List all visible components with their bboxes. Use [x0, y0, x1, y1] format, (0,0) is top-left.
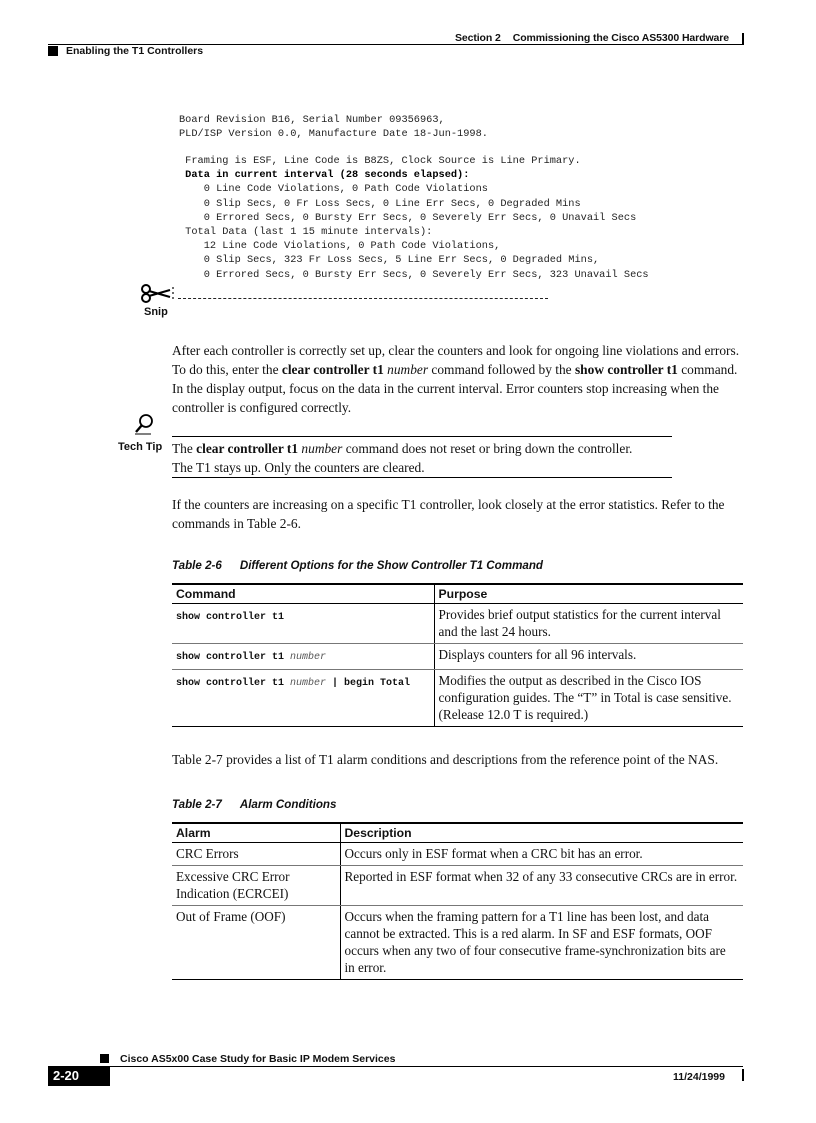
command-text: clear controller t1: [196, 441, 299, 456]
command-text: show controller t1: [176, 652, 291, 663]
argument-text: number: [387, 362, 429, 377]
description-cell: Occurs only in ESF format when a CRC bit has an error.: [340, 843, 743, 866]
column-header: Description: [340, 823, 743, 843]
running-header: [455, 32, 729, 44]
table-row: [172, 670, 743, 727]
code-line: Total Data (last 1 15 minute intervals):: [179, 226, 433, 239]
table-title: Alarm Conditions: [239, 798, 337, 811]
alarm-cell: CRC Errors: [172, 843, 340, 866]
scissors-icon: [140, 282, 176, 309]
footer-rule: [110, 1066, 743, 1067]
description-cell: Reported in ESF format when 32 of any 33 consecutive CRCs are in error.: [340, 866, 743, 906]
column-header: Alarm: [172, 823, 340, 843]
text-run: command does not reset or bring down the controller.: [342, 441, 633, 456]
command-cell: [172, 670, 434, 727]
paragraph-alarm-intro: Table 2-7 provides a list of T1 alarm conditions and descriptions from the reference point of the NAS.: [172, 752, 719, 767]
magnifier-icon: [133, 412, 155, 441]
publication-date: 11/24/1999: [673, 1071, 725, 1083]
purpose-cell: Displays counters for all 96 intervals.: [434, 644, 743, 670]
text-run: command followed by the: [428, 362, 575, 377]
table-row: [172, 644, 743, 670]
table-title: Different Options for the Show Controller T1 Command: [239, 559, 543, 572]
code-line: 12 Line Code Violations, 0 Path Code Violations,: [179, 240, 501, 253]
table-row: [172, 843, 743, 866]
chapter-title: Commissioning the Cisco AS5300 Hardware: [512, 32, 729, 44]
command-text: clear controller t1: [281, 362, 384, 377]
alarm-cell: Excessive CRC Error Indication (ECRCEI): [172, 866, 340, 906]
code-line: 0 Slip Secs, 0 Fr Loss Secs, 0 Line Err Secs, 0 Degraded Mins: [179, 197, 581, 210]
tip-rule-bottom: [172, 477, 672, 478]
argument-text: number: [290, 652, 327, 663]
code-line: PLD/ISP Version 0.0, Manufacture Date 18-Jun-1998.: [179, 128, 488, 141]
code-line-bold: Data in current interval (28 seconds elapsed):: [179, 169, 470, 182]
alarm-cell: Out of Frame (OOF): [172, 906, 340, 980]
description-cell: Occurs when the framing pattern for a T1 line has been lost, and data cannot be extracted. This is a red alarm. In SF and ESF formats, OOF occurs when any two of four consecutive frame-synchronization bits are in error.: [340, 906, 743, 980]
column-header: Command: [172, 584, 434, 604]
table-caption: [172, 798, 336, 811]
argument-text: number: [290, 678, 327, 689]
paragraph-clear-counters: [172, 341, 744, 417]
code-block-bottom: [179, 154, 649, 282]
table-row: [172, 906, 743, 980]
command-cell: [172, 604, 434, 644]
purpose-cell: Modifies the output as described in the Cisco IOS configuration guides. The “T” in Total is case sensitive. (Release 12.0 T is required.): [434, 670, 743, 727]
commands-table: [172, 583, 743, 727]
book-title: Cisco AS5x00 Case Study for Basic IP Modem Services: [120, 1053, 396, 1065]
subsection-title: Enabling the T1 Controllers: [66, 45, 204, 57]
command-text: show controller t1: [176, 612, 285, 623]
tech-tip-label: Tech Tip: [118, 441, 163, 453]
command-text: show controller t1: [574, 362, 678, 377]
code-line: Framing is ESF, Line Code is B8ZS, Clock Source is Line Primary.: [179, 155, 581, 167]
text-run: The: [172, 441, 197, 456]
table-number: Table 2-7: [172, 798, 222, 811]
paragraph-error-statistics: If the counters are increasing on a specific T1 controller, look closely at the error statistics. Refer to the commands in Table 2-6.: [172, 497, 725, 531]
text-run: command. In the display output, focus on the data in the current interval. Error counters stop increasing when the controller is configured correctly.: [172, 362, 738, 415]
tip-line-2: The T1 stays up. Only the counters are cleared.: [172, 460, 425, 475]
purpose-cell: Provides brief output statistics for the current interval and the last 24 hours.: [434, 604, 743, 644]
argument-text: number: [301, 441, 343, 456]
code-block-top: [179, 113, 488, 141]
column-header: Purpose: [434, 584, 743, 604]
tip-line-1: [172, 439, 672, 458]
header-marker: [48, 46, 58, 56]
footer-marker: [100, 1054, 109, 1063]
alarm-table: [172, 822, 743, 980]
code-line: 0 Errored Secs, 0 Bursty Err Secs, 0 Severely Err Secs, 323 Unavail Secs: [179, 268, 649, 281]
table-row: [172, 866, 743, 906]
code-line: 0 Line Code Violations, 0 Path Code Violations: [179, 183, 488, 196]
command-text: | begin Total: [326, 678, 411, 689]
snip-dashed-line: [178, 298, 548, 299]
code-line: Board Revision B16, Serial Number 09356963,: [179, 114, 445, 126]
command-cell: [172, 644, 434, 670]
table-number: Table 2-6: [172, 559, 222, 572]
tip-rule-top: [172, 436, 672, 437]
section-number: Section 2: [454, 32, 501, 44]
snip-label: Snip: [144, 306, 168, 318]
tech-tip-text: [172, 439, 672, 477]
footer-bar: [742, 1069, 744, 1081]
table-row: [172, 604, 743, 644]
page-number: 2-20: [48, 1066, 110, 1086]
code-line: 0 Slip Secs, 323 Fr Loss Secs, 5 Line Err Secs, 0 Degraded Mins,: [179, 254, 600, 267]
command-text: show controller t1: [176, 678, 291, 689]
code-line: 0 Errored Secs, 0 Bursty Err Secs, 0 Severely Err Secs, 0 Unavail Secs: [179, 211, 637, 224]
text-run: After each controller is correctly set up, clear the counters and look for ongoing line violations and errors. To do this, enter the: [172, 343, 740, 377]
table-caption: [172, 559, 543, 572]
